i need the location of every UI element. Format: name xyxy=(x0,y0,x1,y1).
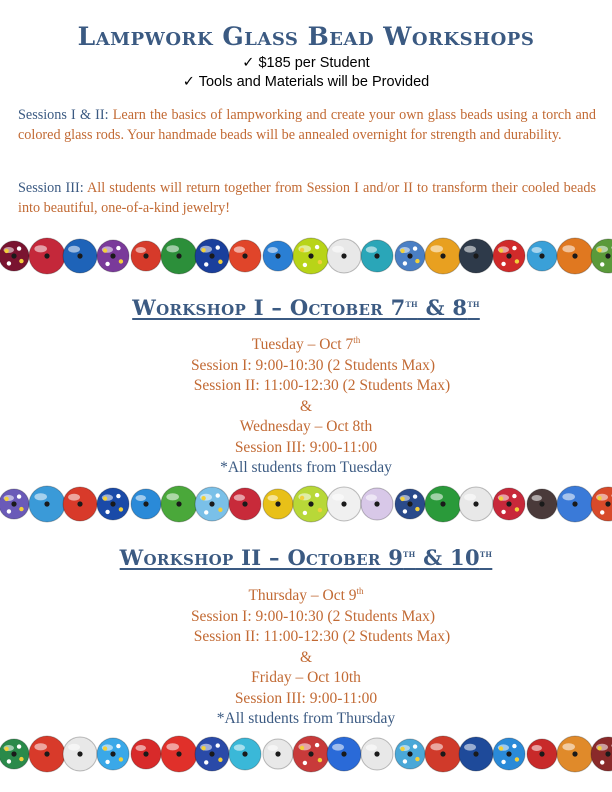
glass-bead xyxy=(131,241,161,271)
glass-bead xyxy=(263,739,293,769)
glass-bead xyxy=(327,737,361,771)
glass-bead xyxy=(161,238,197,274)
page-title: Lampwork Glass Bead Workshops xyxy=(77,22,535,51)
workshop-2-heading-mid: & 10 xyxy=(415,545,480,570)
glass-bead xyxy=(195,239,229,273)
glass-bead xyxy=(527,489,557,519)
glass-bead xyxy=(161,736,197,772)
workshop-2-day-1-text: Thursday – Oct 9 xyxy=(248,587,357,605)
glass-bead xyxy=(459,737,493,771)
glass-bead xyxy=(131,739,161,769)
glass-bead xyxy=(63,239,97,273)
glass-bead xyxy=(97,738,129,770)
glass-bead xyxy=(97,240,129,272)
glass-bead xyxy=(361,488,393,520)
glass-bead xyxy=(395,739,425,769)
workshop-2-day-1 xyxy=(0,581,612,607)
glass-bead xyxy=(161,486,197,522)
workshop-1-day-2: Wednesday – Oct 8th xyxy=(239,418,373,436)
glass-bead xyxy=(263,241,293,271)
workshop-1-day-1 xyxy=(0,330,612,356)
glass-bead xyxy=(527,739,557,769)
workshop-1-heading-main: Workshop I – October 7 xyxy=(132,295,406,320)
price-check-item: ✓ $185 per Student xyxy=(242,55,370,71)
glass-bead xyxy=(591,737,612,771)
glass-bead xyxy=(493,240,525,272)
glass-bead xyxy=(557,238,593,274)
glass-bead xyxy=(63,737,97,771)
glass-bead xyxy=(229,488,261,520)
glass-bead xyxy=(327,239,361,273)
glass-bead xyxy=(425,238,461,274)
glass-bead xyxy=(293,238,329,274)
glass-bead xyxy=(591,487,612,521)
workshop-2-schedule xyxy=(0,581,612,730)
workshop-2-heading xyxy=(0,545,612,570)
glass-bead xyxy=(459,487,493,521)
glass-bead xyxy=(195,487,229,521)
glass-bead-strand-decoration xyxy=(0,484,612,528)
workshop-1-session-3: Session III: 9:00-11:00 xyxy=(234,438,378,456)
workshop-2-session-3: Session III: 9:00-11:00 xyxy=(234,689,378,707)
glass-bead xyxy=(395,241,425,271)
workshop-1-schedule xyxy=(0,330,612,479)
workshop-1-session-1: Session I: 9:00-10:30 (2 Students Max) xyxy=(190,356,436,374)
glass-bead xyxy=(0,739,29,769)
workshop-2-session-2: Session II: 11:00-12:30 (2 Students Max) xyxy=(193,628,451,646)
glass-bead xyxy=(361,738,393,770)
glass-bead xyxy=(97,488,129,520)
glass-bead xyxy=(263,489,293,519)
workshop-1-heading xyxy=(0,295,612,320)
glass-bead xyxy=(493,738,525,770)
workshop-2-day-1-sup: th xyxy=(356,586,364,596)
glass-bead xyxy=(0,241,29,271)
glass-bead xyxy=(327,487,361,521)
glass-bead-strand-decoration xyxy=(0,734,612,778)
workshop-1-heading-mid: & 8 xyxy=(417,295,468,320)
glass-bead xyxy=(361,240,393,272)
workshop-1-note: *All students from Tuesday xyxy=(220,459,392,477)
workshop-2-heading-sup1: th xyxy=(403,549,416,560)
session-3-text: All students will return together from Session I and/or II to transform their cooled beads into beautiful, one-of-a-kind jewelry! xyxy=(18,180,596,216)
glass-bead xyxy=(557,486,593,522)
workshop-1-heading-sup2: th xyxy=(467,299,480,310)
glass-bead xyxy=(0,489,29,519)
glass-bead xyxy=(395,489,425,519)
session-3-description xyxy=(18,179,596,218)
workshop-2-session-1: Session I: 9:00-10:30 (2 Students Max) xyxy=(190,607,436,625)
glass-bead xyxy=(557,736,593,772)
workshop-2-note: *All students from Thursday xyxy=(216,710,396,728)
glass-bead xyxy=(293,736,329,772)
workshop-2-ampersand: & xyxy=(299,648,313,666)
workshop-1-heading-sup1: th xyxy=(405,299,418,310)
workshop-2-heading-sup2: th xyxy=(479,549,493,560)
materials-check-item: ✓ Tools and Materials will be Provided xyxy=(182,74,430,90)
workshop-1-ampersand: & xyxy=(299,397,313,415)
glass-bead xyxy=(293,486,329,522)
glass-bead xyxy=(591,239,612,273)
glass-bead xyxy=(229,738,261,770)
workshop-1-day-1-sup: th xyxy=(353,335,361,345)
glass-bead xyxy=(527,241,557,271)
sessions-1-2-lead: Sessions I & II: xyxy=(18,107,109,123)
glass-bead xyxy=(63,487,97,521)
glass-bead xyxy=(131,489,161,519)
feature-checklist xyxy=(0,54,612,92)
sessions-1-2-text: Learn the basics of lampworking and create your own glass beads using a torch and colored glass rods. Your handmade beads will be annealed overnight for strength and durability. xyxy=(18,107,596,143)
session-3-lead: Session III: xyxy=(18,180,84,196)
glass-bead xyxy=(425,486,461,522)
glass-bead xyxy=(493,488,525,520)
workshop-2-heading-main: Workshop II – October 9 xyxy=(119,545,404,570)
workshop-2-day-2: Friday – Oct 10th xyxy=(251,669,361,687)
glass-bead xyxy=(425,736,461,772)
glass-bead xyxy=(29,736,65,772)
glass-bead xyxy=(459,239,493,273)
glass-bead xyxy=(229,240,261,272)
glass-bead-strand-decoration xyxy=(0,236,612,280)
glass-bead xyxy=(29,486,65,522)
workshop-1-session-2: Session II: 11:00-12:30 (2 Students Max) xyxy=(193,377,451,395)
glass-bead xyxy=(29,238,65,274)
sessions-1-2-description xyxy=(18,106,596,145)
workshop-1-day-1-text: Tuesday – Oct 7 xyxy=(251,336,354,354)
glass-bead xyxy=(195,737,229,771)
